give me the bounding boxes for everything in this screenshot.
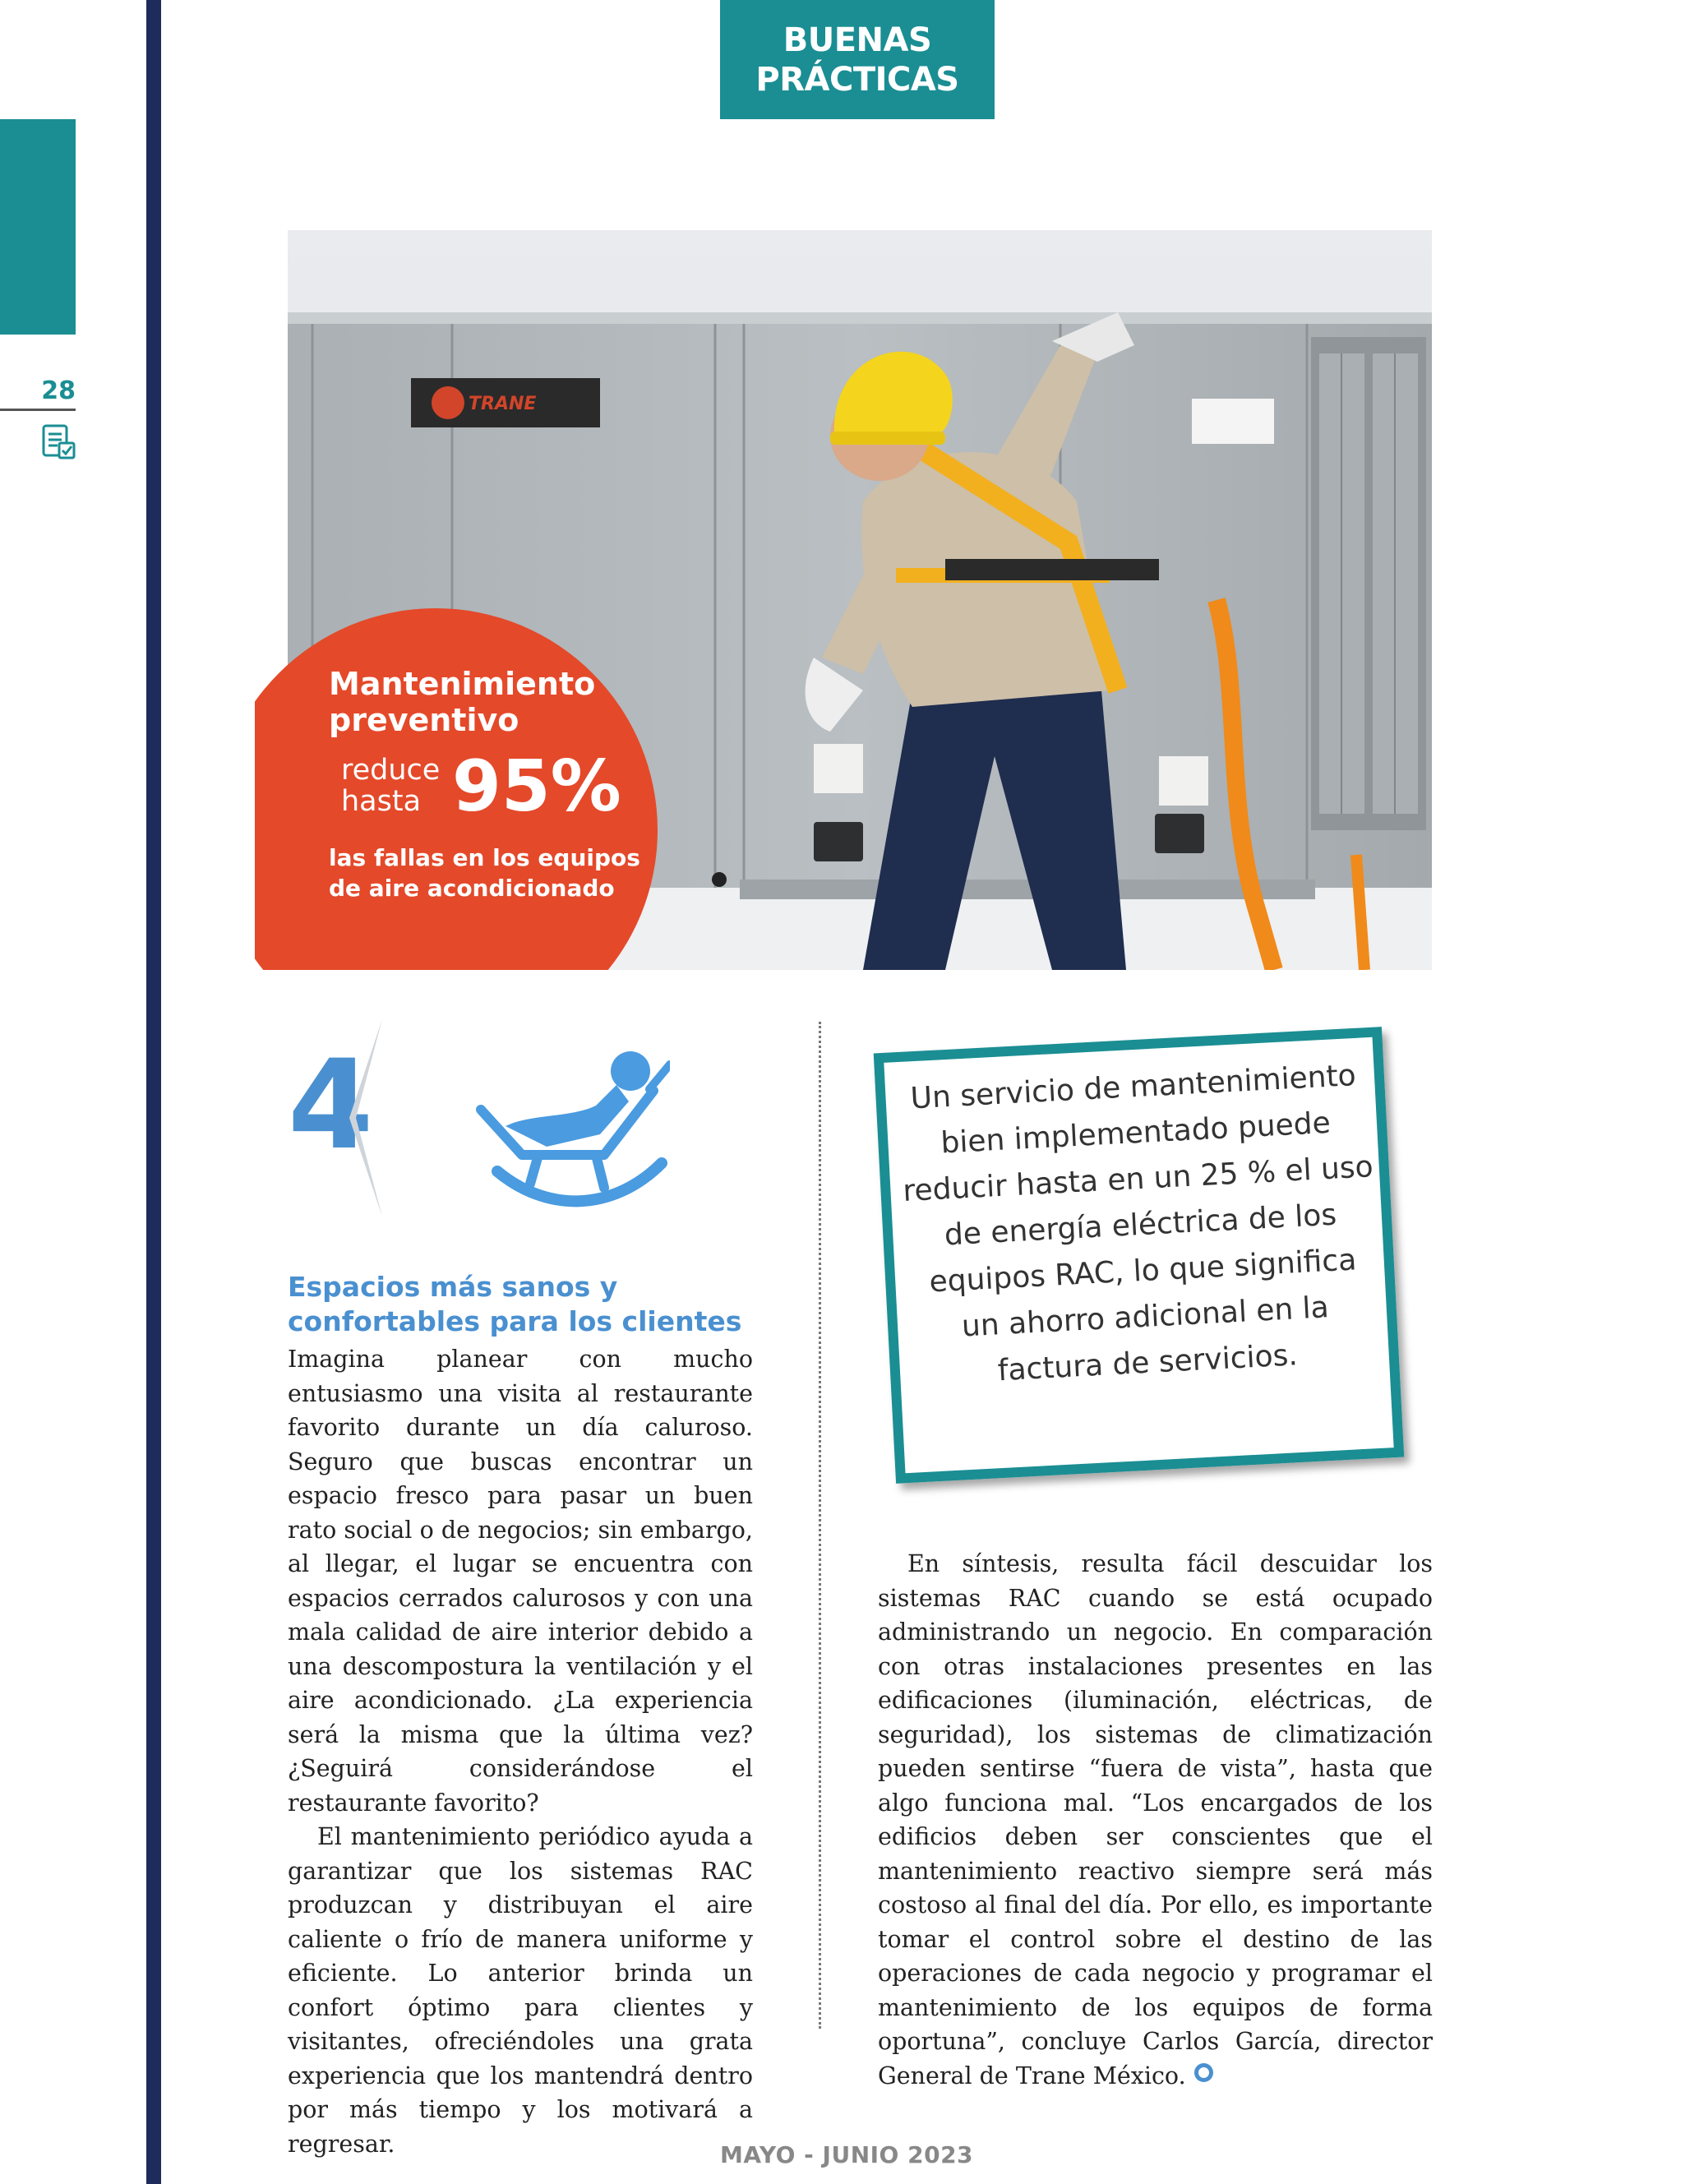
callout-reduce-label: reduce hasta xyxy=(341,754,441,818)
callout-caption: las fallas en los equipos de aire acondicionado xyxy=(329,844,640,902)
column-divider xyxy=(819,1022,821,2029)
item-number: 4 xyxy=(288,1034,374,1177)
section-badge-line2: PRÁCTICAS xyxy=(755,60,959,99)
page-number: 28 xyxy=(41,376,76,405)
article-subheading: Espacios más sanos y confortables para los clientes xyxy=(288,1271,742,1337)
body-paragraph: Imagina planear con mucho entusiasmo una visita al restaurante favorito durante un día caluroso. Seguro que buscas encontrar un espacio fresco para pasar un buen rato social o de negocios; sin embargo, al llegar, el lugar se encuentra con espacios cerrados calurosos y con una mala calidad de aire interior debido a una descompostura la ventilación y el aire acondicionado. ¿La experiencia será la misma que la última vez? ¿Seguirá considerándose el restaurante favorito? xyxy=(288,1346,753,1817)
page-number-rule xyxy=(0,409,76,411)
issue-date-footer: MAYO - JUNIO 2023 xyxy=(720,2141,974,2168)
body-paragraph: El mantenimiento periódico ayuda a garantizar que los sistemas RAC produzcan y distribuyan el aire caliente o frío de manera uniforme y eficiente. Lo anterior brinda un confort óptimo para clientes y visitantes, ofreciéndoles una grata experiencia que los mantendrá dentro por más tiempo y los motivará a regresar. xyxy=(288,1823,753,2158)
end-of-article-icon xyxy=(1194,2063,1213,2082)
left-page-rule xyxy=(146,0,161,2184)
callout-title: Mantenimiento preventivo xyxy=(329,666,596,738)
pull-quote-text: Un servicio de mantenimiento bien implementado puede reducir hasta en un 25 % el uso de energía eléctrica de los equipos RAC, lo que significa un ahorro adicional en la factura de servicios. xyxy=(902,1059,1374,1388)
body-paragraph xyxy=(878,1547,1433,2093)
right-column xyxy=(878,1547,1433,2093)
checklist-document-icon xyxy=(41,423,77,461)
rocking-chair-icon xyxy=(473,1040,670,1212)
section-badge xyxy=(720,0,995,119)
section-badge-line1: BUENAS xyxy=(783,21,932,59)
stat-callout xyxy=(255,608,662,970)
item-number-decoration xyxy=(325,1019,390,1217)
section-tab xyxy=(0,119,76,335)
trane-logo-text: TRANE xyxy=(469,394,537,414)
left-column xyxy=(288,1342,753,2161)
closing-paragraph-text: En síntesis, resulta fácil descuidar los sistemas RAC cuando se está ocupado administrando un negocio. En comparación con otras instalaciones presentes en las edificaciones (iluminación, eléctricas, de seguridad), los sistemas de climatización pueden sentirse “fuera de vista”, hasta que algo funciona mal. “Los encargados de los edificios deben ser conscientes que el mantenimiento reactivo siempre será más costoso al final del día. Por ello, es importante tomar el control sobre el destino de las operaciones de cada negocio y programar el mantenimiento de los equipos de forma oportuna”, concluye Carlos García, director General de Trane México. xyxy=(878,1550,1433,2089)
callout-percentage: 95% xyxy=(452,746,621,828)
